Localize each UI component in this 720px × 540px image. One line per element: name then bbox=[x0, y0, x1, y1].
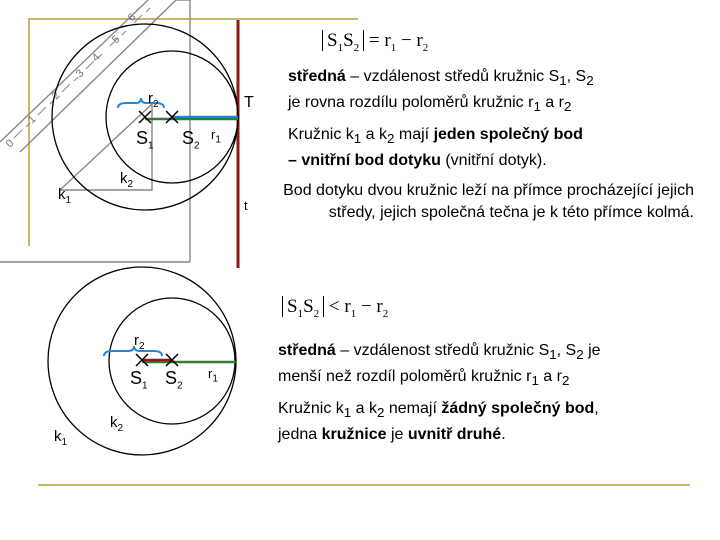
label-s2-bottom: $S_2$ bbox=[165, 368, 183, 392]
ruler-tick-2: 2 bbox=[49, 89, 63, 103]
brace-r2-bottom bbox=[104, 346, 162, 356]
label-T: T bbox=[244, 94, 254, 111]
text-bottom-inside: Kružnic $k_1$ a $k_2$ nemají žádný společný bod, jedna kružnice je uvnitř druhé. bbox=[278, 400, 599, 444]
label-k2-bottom: $k_2$ bbox=[110, 414, 124, 434]
label-s1-top: $S_1$ bbox=[136, 128, 154, 152]
label-r1-top: $r_1$ bbox=[211, 127, 221, 146]
text-bottom-definition: středná – vzdálenost středů kružnic $S_1$, $S_2$ je menší než rozdíl poloměrů kružnic $r_1$ a $r_2$ bbox=[278, 342, 601, 389]
ruler-tick-0: 0 bbox=[3, 137, 17, 151]
formula-equal: $S_1S_2 = r_1 - r_2$ bbox=[322, 30, 428, 54]
label-r2-bottom: $r_2$ bbox=[134, 332, 145, 352]
label-k1-bottom: $k_1$ bbox=[54, 428, 68, 448]
label-r2-top: $r_2$ bbox=[148, 90, 159, 110]
label-s1-bottom: $S_1$ bbox=[130, 368, 148, 392]
ruler-tick-1: 1 bbox=[25, 113, 39, 127]
center-s1-top bbox=[139, 111, 151, 123]
label-k2-top: $k_2$ bbox=[120, 170, 134, 190]
text-top-definition: středná – vzdálenost středů kružnic $S_1$, $S_2$ je rovna rozdílu poloměrů kružnic $r_1$ a $r_2$ bbox=[288, 68, 594, 115]
label-k1-top: $k_1$ bbox=[58, 186, 72, 206]
ruler-tick-3: 3 bbox=[73, 67, 87, 81]
ruler-tick-6: 6 bbox=[125, 11, 139, 25]
text-top-tangent: Bod dotyku dvou kružnic leží na přímce procházející jejich středy, jejich společná tečna je k této přímce kolmá. bbox=[283, 182, 694, 221]
ruler-tick-4: 4 bbox=[89, 51, 103, 65]
label-r1-bottom: $r_1$ bbox=[208, 366, 218, 385]
formula-less: $S_1S_2 < r_1 - r_2$ bbox=[282, 296, 388, 320]
label-t: t bbox=[244, 198, 248, 213]
label-s2-top: $S_2$ bbox=[182, 128, 200, 152]
text-top-touch: Kružnic $k_1$ a $k_2$ mají jeden společný bod – vnitřní bod dotyku (vnitřní dotyk). bbox=[288, 126, 583, 170]
ruler-tick-5: 5 bbox=[109, 33, 123, 47]
